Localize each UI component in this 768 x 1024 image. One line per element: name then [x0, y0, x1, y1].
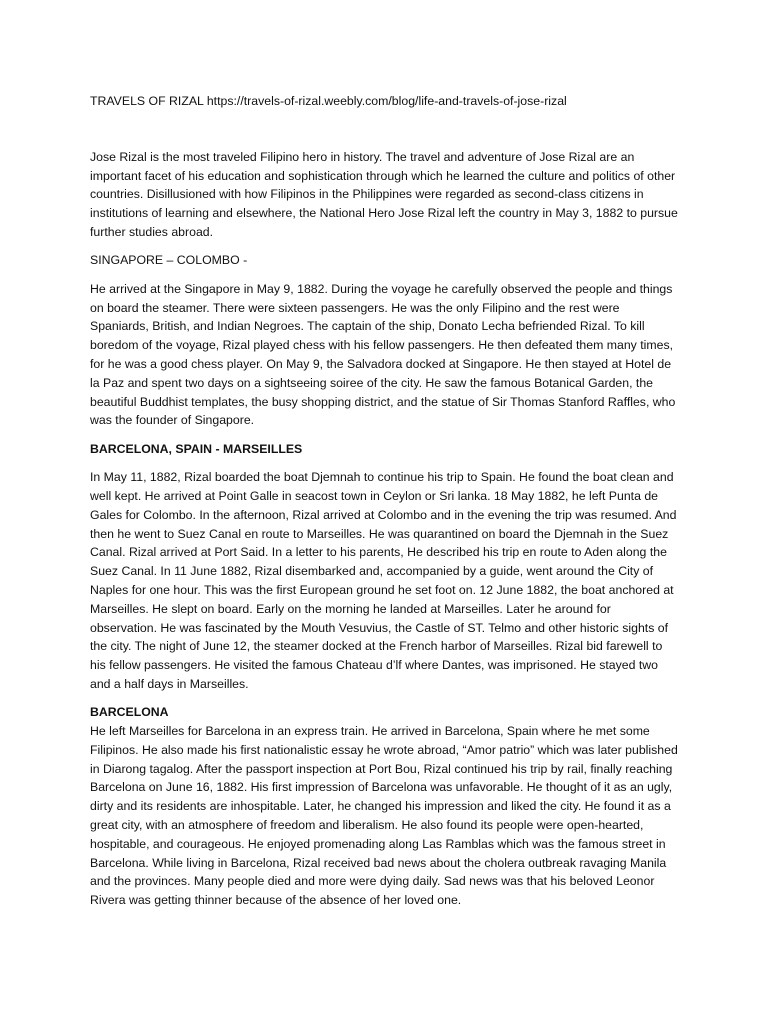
- section-heading-barcelona: BARCELONA: [90, 705, 169, 720]
- section-heading-singapore-colombo: SINGAPORE – COLOMBO -: [90, 253, 248, 268]
- section-body-barcelona-marseilles: In May 11, 1882, Rizal boarded the boat Djemnah to continue his trip to Spain. He found the boat clean and well kept. He arrived at Point Galle in seacost town in Ceylon or Sri lanka. 18 May 1882, he left Punta de Gales for Colombo. In the afternoon, Rizal arrived at Colombo and in the evening the trip was resumed. And then he went to Suez Canal en route to Marseilles. He was quarantined on board the Djemnah in the Suez Canal. Rizal arrived at Port Said. In a letter to his parents, He described his trip en route to Aden along the Suez Canal. In 11 June 1882, Rizal disembarked and, accompanied by a guide, went around the City of Naples for one hour. This was the first European ground he set foot on. 12 June 1882, the boat anchored at Marseilles. He slept on board. Early on the morning he landed at Marseilles. Later he around for observation. He was fascinated by the Mouth Vesuvius, the Castle of ST. Telmo and other historic sights of the city. The night of June 12, the steamer docked at the French harbor of Marseilles. Rizal bid farewell to his fellow passengers. He visited the famous Chateau d’lf where Dantes, was imprisoned. He stayed two and a half days in Marseilles.: [90, 470, 677, 691]
- section-body-barcelona: He left Marseilles for Barcelona in an express train. He arrived in Barcelona, Spain where he met some Filipinos. He also made his first nationalistic essay he wrote abroad, “Amor patrio” which was later published in Diarong tagalog. After the passport inspection at Port Bou, Rizal continued his trip by rail, finally reaching Barcelona on June 16, 1882. His first impression of Barcelona was unfavorable. He thought of it as an ugly, dirty and its residents are inhospitable. Later, he changed his impression and liked the city. He found it as a great city, with an atmosphere of freedom and liberalism. He also found its people were open-hearted, hospitable, and courageous. He enjoyed promenading along Las Ramblas which was the famous street in Barcelona. While living in Barcelona, Rizal received bad news about the cholera outbreak ravaging Manila and the provinces. Many people died and more were dying daily. Sad news was that his beloved Leonor Rivera was getting thinner because of the absence of her loved one.: [90, 724, 678, 908]
- document-page: [90, 92, 680, 920]
- document-title: TRAVELS OF RIZAL https://travels-of-rizal.weebly.com/blog/life-and-travels-of-jose-rizal: [90, 94, 567, 108]
- section-body-singapore-colombo: He arrived at the Singapore in May 9, 1882. During the voyage he carefully observed the people and things on board the steamer. There were sixteen passengers. He was the only Filipino and the rest were Spaniards, British, and Indian Negroes. The captain of the ship, Donato Lecha befriended Rizal. To kill boredom of the voyage, Rizal played chess with his fellow passengers. He then defeated them many times, for he was a good chess player. On May 9, the Salvadora docked at Singapore. He then stayed at Hotel de la Paz and spent two days on a sightseeing soiree of the city. He saw the famous Botanical Garden, the beautiful Buddhist templates, the busy shopping district, and the statue of Sir Thomas Stanford Raffles, who was the founder of Singapore.: [90, 281, 676, 428]
- section-heading-barcelona-marseilles: BARCELONA, SPAIN - MARSEILLES: [90, 441, 303, 456]
- intro-paragraph: Jose Rizal is the most traveled Filipino hero in history. The travel and adventure of Jose Rizal are an important facet of his education and sophistication through which he learned the culture and politics of other countries. Disillusioned with how Filipinos in the Philippines were regarded as second-class citizens in institutions of learning and elsewhere, the National Hero Jose Rizal left the country in May 3, 1882 to pursue further studies abroad.: [90, 149, 678, 239]
